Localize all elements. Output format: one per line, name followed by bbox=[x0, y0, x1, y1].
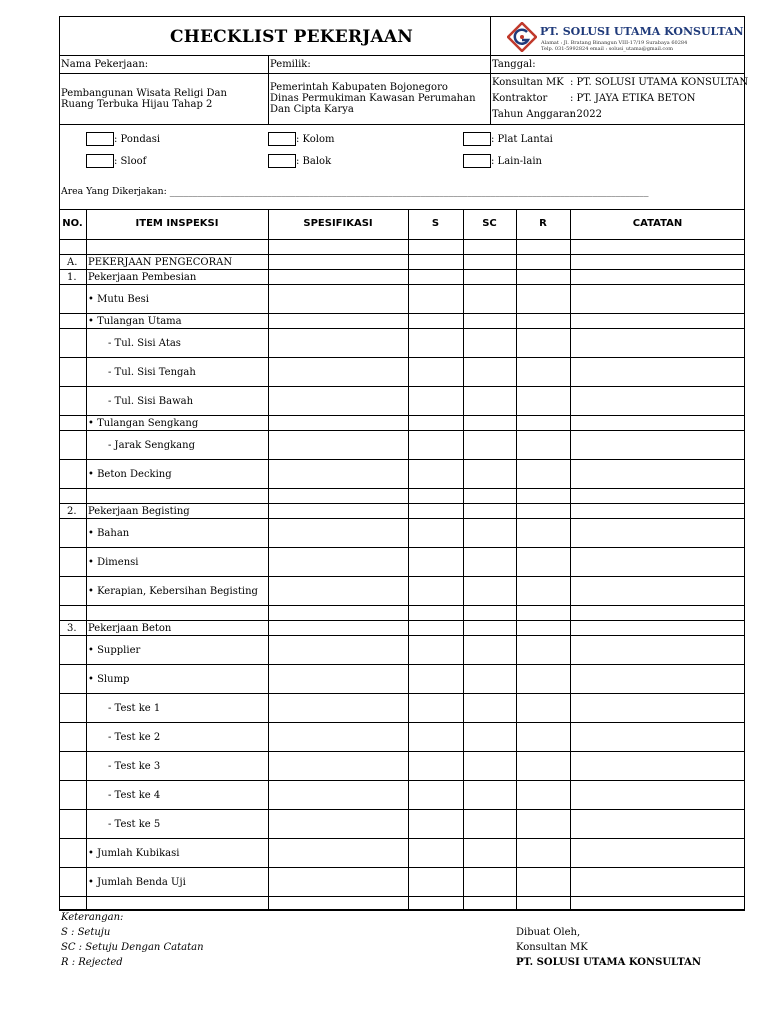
cell-r[interactable] bbox=[516, 635, 570, 664]
cell-catatan[interactable] bbox=[570, 284, 745, 313]
cell-catatan[interactable] bbox=[570, 751, 745, 780]
row-item: - Test ke 1 bbox=[108, 703, 161, 714]
cell-sc[interactable] bbox=[463, 664, 516, 693]
row-number: 3. bbox=[67, 623, 77, 634]
cell-s[interactable] bbox=[408, 547, 463, 576]
dibuat-oleh: Dibuat Oleh, bbox=[516, 927, 581, 938]
cell-r[interactable] bbox=[516, 722, 570, 751]
cell-catatan[interactable] bbox=[570, 459, 745, 488]
row-item: - Test ke 2 bbox=[108, 732, 161, 743]
row-item: - Jarak Sengkang bbox=[108, 440, 195, 451]
pondasi-label: : Pondasi bbox=[114, 134, 161, 145]
row-item: Pekerjaan Beton bbox=[88, 623, 172, 634]
cell-catatan[interactable] bbox=[570, 357, 745, 386]
cell-r[interactable] bbox=[516, 518, 570, 547]
cell-catatan[interactable] bbox=[570, 488, 745, 503]
cell-catatan[interactable] bbox=[570, 809, 745, 838]
cell-r[interactable] bbox=[516, 547, 570, 576]
column-header-catatan: CATATAN bbox=[632, 218, 683, 229]
pondasi-checkbox[interactable] bbox=[86, 132, 114, 146]
cell-catatan[interactable] bbox=[570, 576, 745, 605]
signer-role: Konsultan MK bbox=[516, 942, 588, 953]
cell-catatan[interactable] bbox=[570, 722, 745, 751]
cell-catatan[interactable] bbox=[570, 620, 745, 635]
cell-spesifikasi[interactable] bbox=[268, 328, 408, 357]
cell-r[interactable] bbox=[516, 693, 570, 722]
nama-pekerjaan-label: Nama Pekerjaan: bbox=[61, 59, 149, 70]
cell-r[interactable] bbox=[516, 751, 570, 780]
cell-sc[interactable] bbox=[463, 239, 516, 254]
konsultan-value: : PT. SOLUSI UTAMA KONSULTAN bbox=[570, 77, 749, 88]
cell-catatan[interactable] bbox=[570, 415, 745, 430]
row-item: - Tul. Sisi Atas bbox=[108, 338, 181, 349]
page-title: CHECKLIST PEKERJAAN bbox=[170, 27, 413, 47]
row-item: Pekerjaan Pembesian bbox=[88, 272, 197, 283]
cell-spesifikasi[interactable] bbox=[268, 518, 408, 547]
cell-catatan[interactable] bbox=[570, 328, 745, 357]
cell-r[interactable] bbox=[516, 357, 570, 386]
cell-r[interactable] bbox=[516, 780, 570, 809]
cell-catatan[interactable] bbox=[570, 635, 745, 664]
cell-sc[interactable] bbox=[463, 313, 516, 328]
cell-s[interactable] bbox=[408, 896, 463, 910]
cell-sc[interactable] bbox=[463, 780, 516, 809]
cell-s[interactable] bbox=[408, 576, 463, 605]
cell-r[interactable] bbox=[516, 430, 570, 459]
cell-spesifikasi[interactable] bbox=[268, 664, 408, 693]
cell-sc[interactable] bbox=[463, 867, 516, 896]
tahun-value: : 2022 bbox=[570, 109, 602, 120]
cell-s[interactable] bbox=[408, 867, 463, 896]
keterangan-title: Keterangan: bbox=[61, 912, 124, 923]
cell-s[interactable] bbox=[408, 780, 463, 809]
legend-s: S : Setuju bbox=[61, 927, 111, 938]
cell-s[interactable] bbox=[408, 386, 463, 415]
row-item: - Tul. Sisi Tengah bbox=[108, 367, 196, 378]
cell-s[interactable] bbox=[408, 751, 463, 780]
tanggal-label: Tanggal: bbox=[492, 59, 536, 70]
cell-catatan[interactable] bbox=[570, 838, 745, 867]
cell-spesifikasi[interactable] bbox=[268, 459, 408, 488]
cell-catatan[interactable] bbox=[570, 780, 745, 809]
sloof-label: : Sloof bbox=[114, 156, 147, 167]
cell-catatan[interactable] bbox=[570, 269, 745, 284]
cell-r[interactable] bbox=[516, 254, 570, 269]
row-item: • Jumlah Benda Uji bbox=[88, 877, 186, 888]
divider bbox=[268, 55, 269, 124]
cell-s[interactable] bbox=[408, 488, 463, 503]
cell-spesifikasi[interactable] bbox=[268, 620, 408, 635]
cell-r[interactable] bbox=[516, 328, 570, 357]
column-header-spesifikasi: SPESIFIKASI bbox=[303, 218, 373, 229]
divider bbox=[59, 73, 745, 74]
plat-lantai-checkbox[interactable] bbox=[463, 132, 491, 146]
row-item: Pekerjaan Begisting bbox=[88, 506, 190, 517]
row-item: - Test ke 5 bbox=[108, 819, 161, 830]
area-field[interactable]: Area Yang Dikerjakan: _______________________________________________________________________________________________________ bbox=[61, 186, 649, 197]
cell-spesifikasi[interactable] bbox=[268, 430, 408, 459]
cell-catatan[interactable] bbox=[570, 386, 745, 415]
cell-sc[interactable] bbox=[463, 269, 516, 284]
cell-s[interactable] bbox=[408, 664, 463, 693]
cell-r[interactable] bbox=[516, 488, 570, 503]
cell-spesifikasi[interactable] bbox=[268, 809, 408, 838]
row-item: • Tulangan Utama bbox=[88, 316, 182, 327]
divider bbox=[490, 55, 491, 124]
cell-spesifikasi[interactable] bbox=[268, 503, 408, 518]
cell-s[interactable] bbox=[408, 838, 463, 867]
cell-r[interactable] bbox=[516, 503, 570, 518]
cell-spesifikasi[interactable] bbox=[268, 547, 408, 576]
cell-r[interactable] bbox=[516, 239, 570, 254]
row-divider bbox=[59, 910, 745, 911]
cell-s[interactable] bbox=[408, 239, 463, 254]
cell-s[interactable] bbox=[408, 415, 463, 430]
cell-catatan[interactable] bbox=[570, 664, 745, 693]
company-name: PT. SOLUSI UTAMA KONSULTAN bbox=[540, 25, 744, 38]
column-header-s: S bbox=[431, 218, 440, 229]
tahun-label: Tahun Anggaran bbox=[492, 109, 576, 120]
cell-sc[interactable] bbox=[463, 503, 516, 518]
cell-s[interactable] bbox=[408, 503, 463, 518]
pemilik-value: Dinas Permukiman Kawasan Perumahan bbox=[270, 93, 476, 104]
column-header-sc: SC bbox=[482, 218, 497, 229]
pemilik-label: Pemilik: bbox=[270, 59, 311, 70]
cell-s[interactable] bbox=[408, 809, 463, 838]
cell-spesifikasi[interactable] bbox=[268, 896, 408, 910]
row-number: A. bbox=[67, 257, 78, 268]
row-item: PEKERJAAN PENGECORAN bbox=[88, 257, 233, 268]
balok-checkbox[interactable] bbox=[268, 154, 296, 168]
cell-sc[interactable] bbox=[463, 488, 516, 503]
cell-spesifikasi[interactable] bbox=[268, 576, 408, 605]
cell-spesifikasi[interactable] bbox=[268, 284, 408, 313]
nama-pekerjaan-value: Ruang Terbuka Hijau Tahap 2 bbox=[61, 99, 213, 110]
cell-s[interactable] bbox=[408, 605, 463, 620]
cell-s[interactable] bbox=[408, 693, 463, 722]
cell-sc[interactable] bbox=[463, 547, 516, 576]
cell-catatan[interactable] bbox=[570, 547, 745, 576]
plat-lantai-label: : Plat Lantai bbox=[491, 134, 553, 145]
cell-spesifikasi[interactable] bbox=[268, 693, 408, 722]
cell-sc[interactable] bbox=[463, 518, 516, 547]
column-header-item: ITEM INSPEKSI bbox=[135, 218, 219, 229]
cell-catatan[interactable] bbox=[570, 605, 745, 620]
cell-sc[interactable] bbox=[463, 751, 516, 780]
cell-catatan[interactable] bbox=[570, 430, 745, 459]
cell-sc[interactable] bbox=[463, 722, 516, 751]
cell-spesifikasi[interactable] bbox=[268, 386, 408, 415]
kolom-checkbox[interactable] bbox=[268, 132, 296, 146]
cell-catatan[interactable] bbox=[570, 896, 745, 910]
cell-spesifikasi[interactable] bbox=[268, 488, 408, 503]
cell-s[interactable] bbox=[408, 357, 463, 386]
cell-s[interactable] bbox=[408, 254, 463, 269]
cell-r[interactable] bbox=[516, 620, 570, 635]
cell-sc[interactable] bbox=[463, 838, 516, 867]
cell-spesifikasi[interactable] bbox=[268, 867, 408, 896]
column-header-no: NO. bbox=[62, 218, 83, 229]
pemilik-value: Pemerintah Kabupaten Bojonegoro bbox=[270, 82, 448, 93]
cell-catatan[interactable] bbox=[570, 503, 745, 518]
divider bbox=[490, 16, 491, 55]
lain-lain-checkbox[interactable] bbox=[463, 154, 491, 168]
cell-r[interactable] bbox=[516, 313, 570, 328]
cell-catatan[interactable] bbox=[570, 867, 745, 896]
company-logo bbox=[507, 22, 537, 52]
nama-pekerjaan-value: Pembangunan Wisata Religi Dan bbox=[61, 88, 227, 99]
cell-sc[interactable] bbox=[463, 357, 516, 386]
row-number: 2. bbox=[67, 506, 77, 517]
lain-lain-label: : Lain-lain bbox=[491, 156, 542, 167]
cell-s[interactable] bbox=[408, 313, 463, 328]
cell-r[interactable] bbox=[516, 809, 570, 838]
cell-r[interactable] bbox=[516, 838, 570, 867]
cell-sc[interactable] bbox=[463, 430, 516, 459]
cell-sc[interactable] bbox=[463, 386, 516, 415]
column-header-r: R bbox=[539, 218, 547, 229]
cell-sc[interactable] bbox=[463, 415, 516, 430]
legend-sc: SC : Setuju Dengan Catatan bbox=[61, 942, 204, 953]
cell-spesifikasi[interactable] bbox=[268, 415, 408, 430]
cell-s[interactable] bbox=[408, 722, 463, 751]
cell-spesifikasi[interactable] bbox=[268, 313, 408, 328]
cell-sc[interactable] bbox=[463, 576, 516, 605]
cell-sc[interactable] bbox=[463, 693, 516, 722]
row-item: • Slump bbox=[88, 674, 130, 685]
row-item: • Supplier bbox=[88, 645, 141, 656]
cell-r[interactable] bbox=[516, 284, 570, 313]
cell-catatan[interactable] bbox=[570, 239, 745, 254]
kolom-label: : Kolom bbox=[296, 134, 335, 145]
company-contact: Telp. 031-5992824 email : solusi_utama@gmail.com bbox=[541, 46, 673, 52]
legend-r: R : Rejected bbox=[61, 957, 123, 968]
cell-spesifikasi[interactable] bbox=[268, 239, 408, 254]
cell-spesifikasi[interactable] bbox=[268, 269, 408, 284]
cell-spesifikasi[interactable] bbox=[268, 722, 408, 751]
pemilik-value: Dan Cipta Karya bbox=[270, 104, 354, 115]
cell-sc[interactable] bbox=[463, 605, 516, 620]
cell-s[interactable] bbox=[408, 284, 463, 313]
cell-sc[interactable] bbox=[463, 620, 516, 635]
cell-r[interactable] bbox=[516, 896, 570, 910]
cell-sc[interactable] bbox=[463, 635, 516, 664]
row-item: • Dimensi bbox=[88, 557, 139, 568]
cell-s[interactable] bbox=[408, 635, 463, 664]
cell-r[interactable] bbox=[516, 664, 570, 693]
cell-catatan[interactable] bbox=[570, 313, 745, 328]
kontraktor-label: Kontraktor bbox=[492, 93, 548, 104]
cell-s[interactable] bbox=[408, 328, 463, 357]
row-item: • Kerapian, Kebersihan Begisting bbox=[88, 586, 258, 597]
cell-catatan[interactable] bbox=[570, 254, 745, 269]
cell-sc[interactable] bbox=[463, 809, 516, 838]
cell-spesifikasi[interactable] bbox=[268, 254, 408, 269]
logo-icon bbox=[507, 22, 537, 52]
cell-sc[interactable] bbox=[463, 254, 516, 269]
cell-spesifikasi[interactable] bbox=[268, 780, 408, 809]
row-item: - Tul. Sisi Bawah bbox=[108, 396, 194, 407]
cell-sc[interactable] bbox=[463, 284, 516, 313]
cell-s[interactable] bbox=[408, 620, 463, 635]
cell-r[interactable] bbox=[516, 867, 570, 896]
cell-r[interactable] bbox=[516, 269, 570, 284]
row-item: • Bahan bbox=[88, 528, 130, 539]
cell-r[interactable] bbox=[516, 459, 570, 488]
table-border bbox=[59, 209, 745, 210]
cell-sc[interactable] bbox=[463, 328, 516, 357]
cell-s[interactable] bbox=[408, 459, 463, 488]
cell-s[interactable] bbox=[408, 518, 463, 547]
balok-label: : Balok bbox=[296, 156, 332, 167]
cell-spesifikasi[interactable] bbox=[268, 357, 408, 386]
konsultan-label: Konsultan MK bbox=[492, 77, 564, 88]
cell-spesifikasi[interactable] bbox=[268, 635, 408, 664]
cell-spesifikasi[interactable] bbox=[268, 605, 408, 620]
cell-r[interactable] bbox=[516, 605, 570, 620]
row-item: - Test ke 4 bbox=[108, 790, 161, 801]
row-item: • Beton Decking bbox=[88, 469, 172, 480]
sloof-checkbox[interactable] bbox=[86, 154, 114, 168]
cell-catatan[interactable] bbox=[570, 693, 745, 722]
cell-r[interactable] bbox=[516, 415, 570, 430]
row-item: • Tulangan Sengkang bbox=[88, 418, 199, 429]
divider bbox=[59, 124, 745, 125]
row-item: - Test ke 3 bbox=[108, 761, 161, 772]
row-number: 1. bbox=[67, 272, 77, 283]
cell-r[interactable] bbox=[516, 576, 570, 605]
signer-company: PT. SOLUSI UTAMA KONSULTAN bbox=[516, 957, 702, 968]
cell-s[interactable] bbox=[408, 269, 463, 284]
cell-sc[interactable] bbox=[463, 459, 516, 488]
cell-catatan[interactable] bbox=[570, 518, 745, 547]
row-item: • Mutu Besi bbox=[88, 294, 149, 305]
company-address: Alamat : Jl. Bratang Binangun VIII-17/19 Surabaya 60284 bbox=[541, 40, 688, 46]
cell-spesifikasi[interactable] bbox=[268, 751, 408, 780]
cell-spesifikasi[interactable] bbox=[268, 838, 408, 867]
cell-r[interactable] bbox=[516, 386, 570, 415]
row-item: • Jumlah Kubikasi bbox=[88, 848, 180, 859]
divider bbox=[59, 55, 745, 56]
cell-s[interactable] bbox=[408, 430, 463, 459]
kontraktor-value: : PT. JAYA ETIKA BETON bbox=[570, 93, 696, 104]
cell-sc[interactable] bbox=[463, 896, 516, 910]
